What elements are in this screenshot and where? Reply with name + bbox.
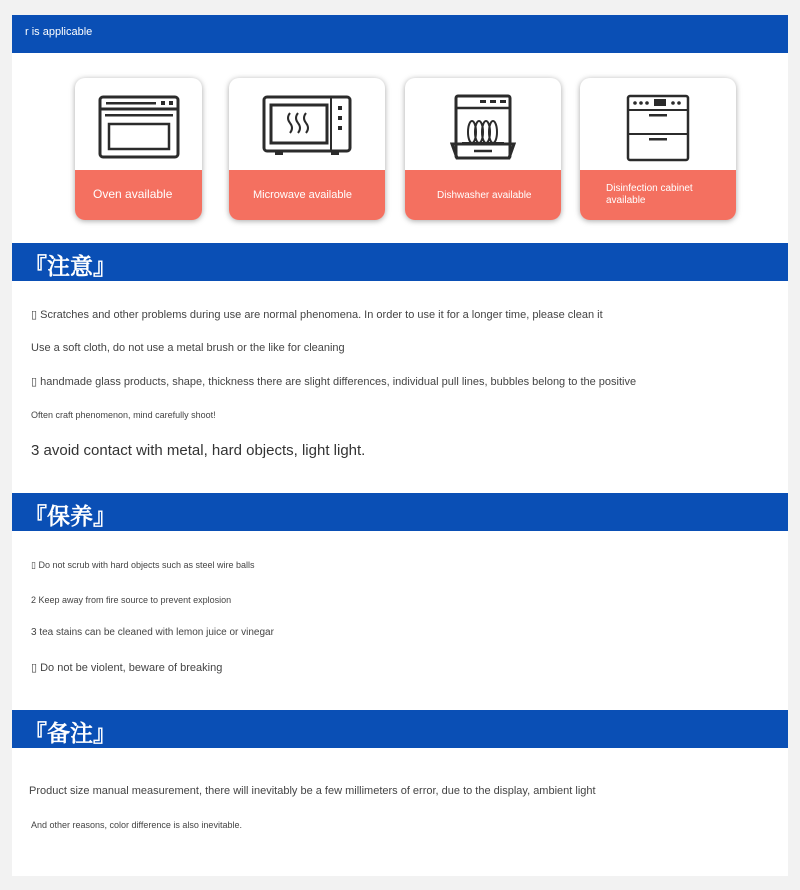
microwave-icon [261,94,353,156]
disinfection-cabinet-card [580,78,736,220]
oven-label: Oven available [93,187,173,201]
oven-card [75,78,202,220]
notice-section-header [12,243,788,281]
disinfection-cabinet-label: Disinfection cabinet available [606,183,693,206]
maintenance-section-header [12,493,788,531]
remarks-line-1: Product size manual measurement, there will inevitably be a few millimeters of error, due to the display, ambient light [29,785,596,797]
notice-line-3: ▯ handmade glass products, shape, thickness there are slight differences, individual pull lines, bubbles belong to the positive [31,376,637,388]
notice-title: 『注意』 [24,254,116,280]
maintenance-title: 『保养』 [24,504,116,530]
remarks-line-2: And other reasons, color difference is also inevitable. [31,820,242,830]
microwave-card [229,78,385,220]
oven-icon [97,94,181,160]
applicable-header-text: r is applicable [25,26,93,38]
maintenance-line-2: 2 Keep away from fire source to prevent explosion [31,595,232,605]
notice-line-5: 3 avoid contact with metal, hard objects, light light. [31,442,366,459]
dishwasher-label: Dishwasher available [437,190,532,201]
maintenance-line-4: ▯ Do not be violent, beware of breaking [31,662,223,674]
disinfection-cabinet-icon [625,94,691,162]
notice-line-2: Use a soft cloth, do not use a metal brush or the like for cleaning [31,342,345,354]
dishwasher-icon [450,94,516,162]
notice-line-1: ▯ Scratches and other problems during use are normal phenomena. In order to use it for a longer time, please clean it [31,309,603,321]
remarks-section-header [12,710,788,748]
maintenance-line-1: ▯ Do not scrub with hard objects such as steel wire balls [31,560,255,570]
maintenance-line-3: 3 tea stains can be cleaned with lemon juice or vinegar [31,627,274,638]
notice-line-4: Often craft phenomenon, mind carefully shoot! [31,410,216,420]
dishwasher-card [405,78,561,220]
applicable-header-bar [12,15,788,53]
product-info-page [12,15,788,876]
microwave-label: Microwave available [253,189,353,201]
remarks-title: 『备注』 [24,721,116,747]
